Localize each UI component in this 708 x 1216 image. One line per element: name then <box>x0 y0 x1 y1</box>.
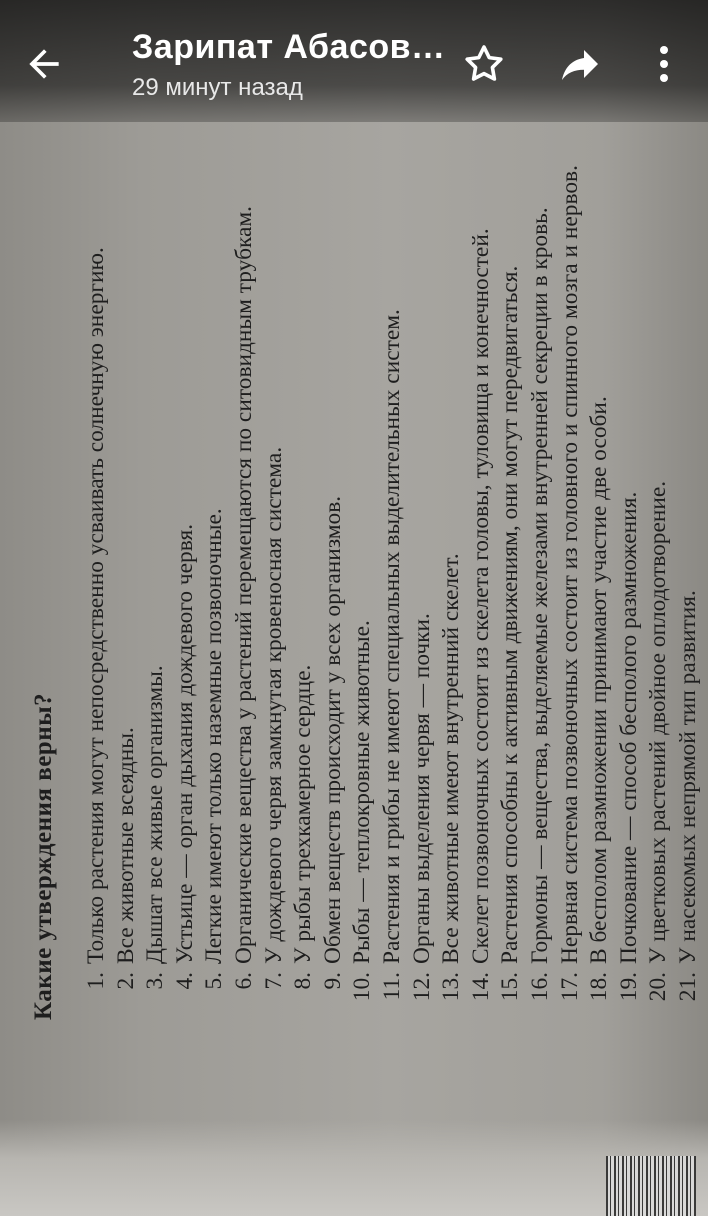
statement-number: 1. <box>83 972 109 990</box>
statement-text: Устьице — орган дыхания дождевого червя. <box>171 523 198 964</box>
viewer-top-bar <box>0 0 708 122</box>
question-heading: Какие утверждения верны? <box>30 692 57 1020</box>
statement-number: 10. <box>349 972 376 1002</box>
statement-item <box>141 20 171 1020</box>
forward-button[interactable] <box>556 40 604 88</box>
timestamp: 29 минут назад <box>132 74 303 101</box>
statement-text: Все животные имеют внутренний скелет. <box>438 553 465 964</box>
statement-text: Легкие имеют только наземные позвоночные. <box>201 508 228 964</box>
statement-text: У насекомых непрямой тип развития. <box>674 590 701 964</box>
statement-text: Дышат все живые организмы. <box>142 665 169 964</box>
statement-number: 19. <box>615 972 642 1002</box>
statement-text: У цветковых растений двойное оплодотворение. <box>645 480 672 964</box>
statement-number: 6. <box>230 972 257 990</box>
statement-number: 14. <box>467 972 494 1002</box>
more-options-button[interactable] <box>640 40 688 88</box>
statement-text: Гормоны — вещества, выделяемые железами внутренней секреции в кровь. <box>526 207 553 964</box>
statement-item <box>230 20 260 1020</box>
statement-item <box>200 20 230 1020</box>
statement-item <box>408 20 438 1020</box>
statement-list <box>82 20 703 1020</box>
statement-text: Растения способны к активным движениям, они могут передвигаться. <box>497 265 524 964</box>
statement-text: Только растения могут непосредственно усваивать солнечную энергию. <box>83 247 109 964</box>
statement-item <box>289 20 319 1020</box>
statement-number: 2. <box>112 972 139 990</box>
statement-text: Органы выделения червя — почки. <box>408 613 435 964</box>
statement-number: 4. <box>171 972 198 990</box>
statement-number: 7. <box>260 972 287 990</box>
statement-item <box>585 20 615 1020</box>
statement-item <box>260 20 290 1020</box>
statement-number: 8. <box>290 972 317 990</box>
statement-item <box>348 20 378 1020</box>
statement-text: У рыбы трехкамерное сердце. <box>290 664 317 964</box>
statement-item <box>82 20 112 1020</box>
barcode-image <box>606 1156 696 1216</box>
statement-text: В бесполом размножении принимают участие две особи. <box>586 396 613 964</box>
statement-item <box>319 20 349 1020</box>
statement-text: Нервная система позвоночных состоит из головного и спинного мозга и нервов. <box>556 165 583 964</box>
statement-number: 16. <box>526 972 553 1002</box>
star-button[interactable] <box>460 40 508 88</box>
back-button[interactable] <box>22 42 66 86</box>
statement-number: 9. <box>319 972 346 990</box>
statement-text: Все животные всеядны. <box>112 727 139 964</box>
statement-number: 5. <box>201 972 228 990</box>
statement-item <box>112 20 142 1020</box>
star-outline-icon <box>460 40 508 88</box>
statement-number: 13. <box>438 972 465 1002</box>
more-vertical-icon <box>640 40 688 88</box>
statement-item <box>526 20 556 1020</box>
statement-text: Обмен веществ происходит у всех организмов. <box>319 495 346 964</box>
sender-name: Зарипат Абасов… <box>132 28 446 66</box>
statement-number: 21. <box>674 972 701 1002</box>
statement-item <box>496 20 526 1020</box>
statement-item <box>437 20 467 1020</box>
statement-item <box>467 20 497 1020</box>
page-edge <box>0 1120 708 1216</box>
statement-number: 15. <box>497 972 524 1002</box>
statement-number: 17. <box>556 972 583 1002</box>
statement-item <box>378 20 408 1020</box>
statement-number: 11. <box>378 972 405 1001</box>
statement-number: 3. <box>142 972 169 990</box>
statement-text: Скелет позвоночных состоит из скелета головы, туловища и конечностей. <box>467 228 494 964</box>
statement-item <box>674 20 704 1020</box>
document-page <box>30 20 701 1020</box>
statement-text: Почкование — способ бесполого размножения. <box>615 491 642 964</box>
statement-number: 12. <box>408 972 435 1002</box>
statement-number: 18. <box>586 972 613 1002</box>
share-arrow-icon <box>556 40 604 88</box>
statement-item <box>171 20 201 1020</box>
statement-text: У дождевого червя замкнутая кровеносная система. <box>260 446 287 964</box>
statement-text: Растения и грибы не имеют специальных выделительных систем. <box>378 309 405 964</box>
statement-item <box>615 20 645 1020</box>
statement-number: 20. <box>645 972 672 1002</box>
arrow-back-icon <box>22 42 66 86</box>
statement-item <box>556 20 586 1020</box>
statement-item <box>644 20 674 1020</box>
statement-text: Рыбы — теплокровные животные. <box>349 620 376 964</box>
statement-text: Органические вещества у растений перемещаются по ситовидным трубкам. <box>230 205 257 964</box>
